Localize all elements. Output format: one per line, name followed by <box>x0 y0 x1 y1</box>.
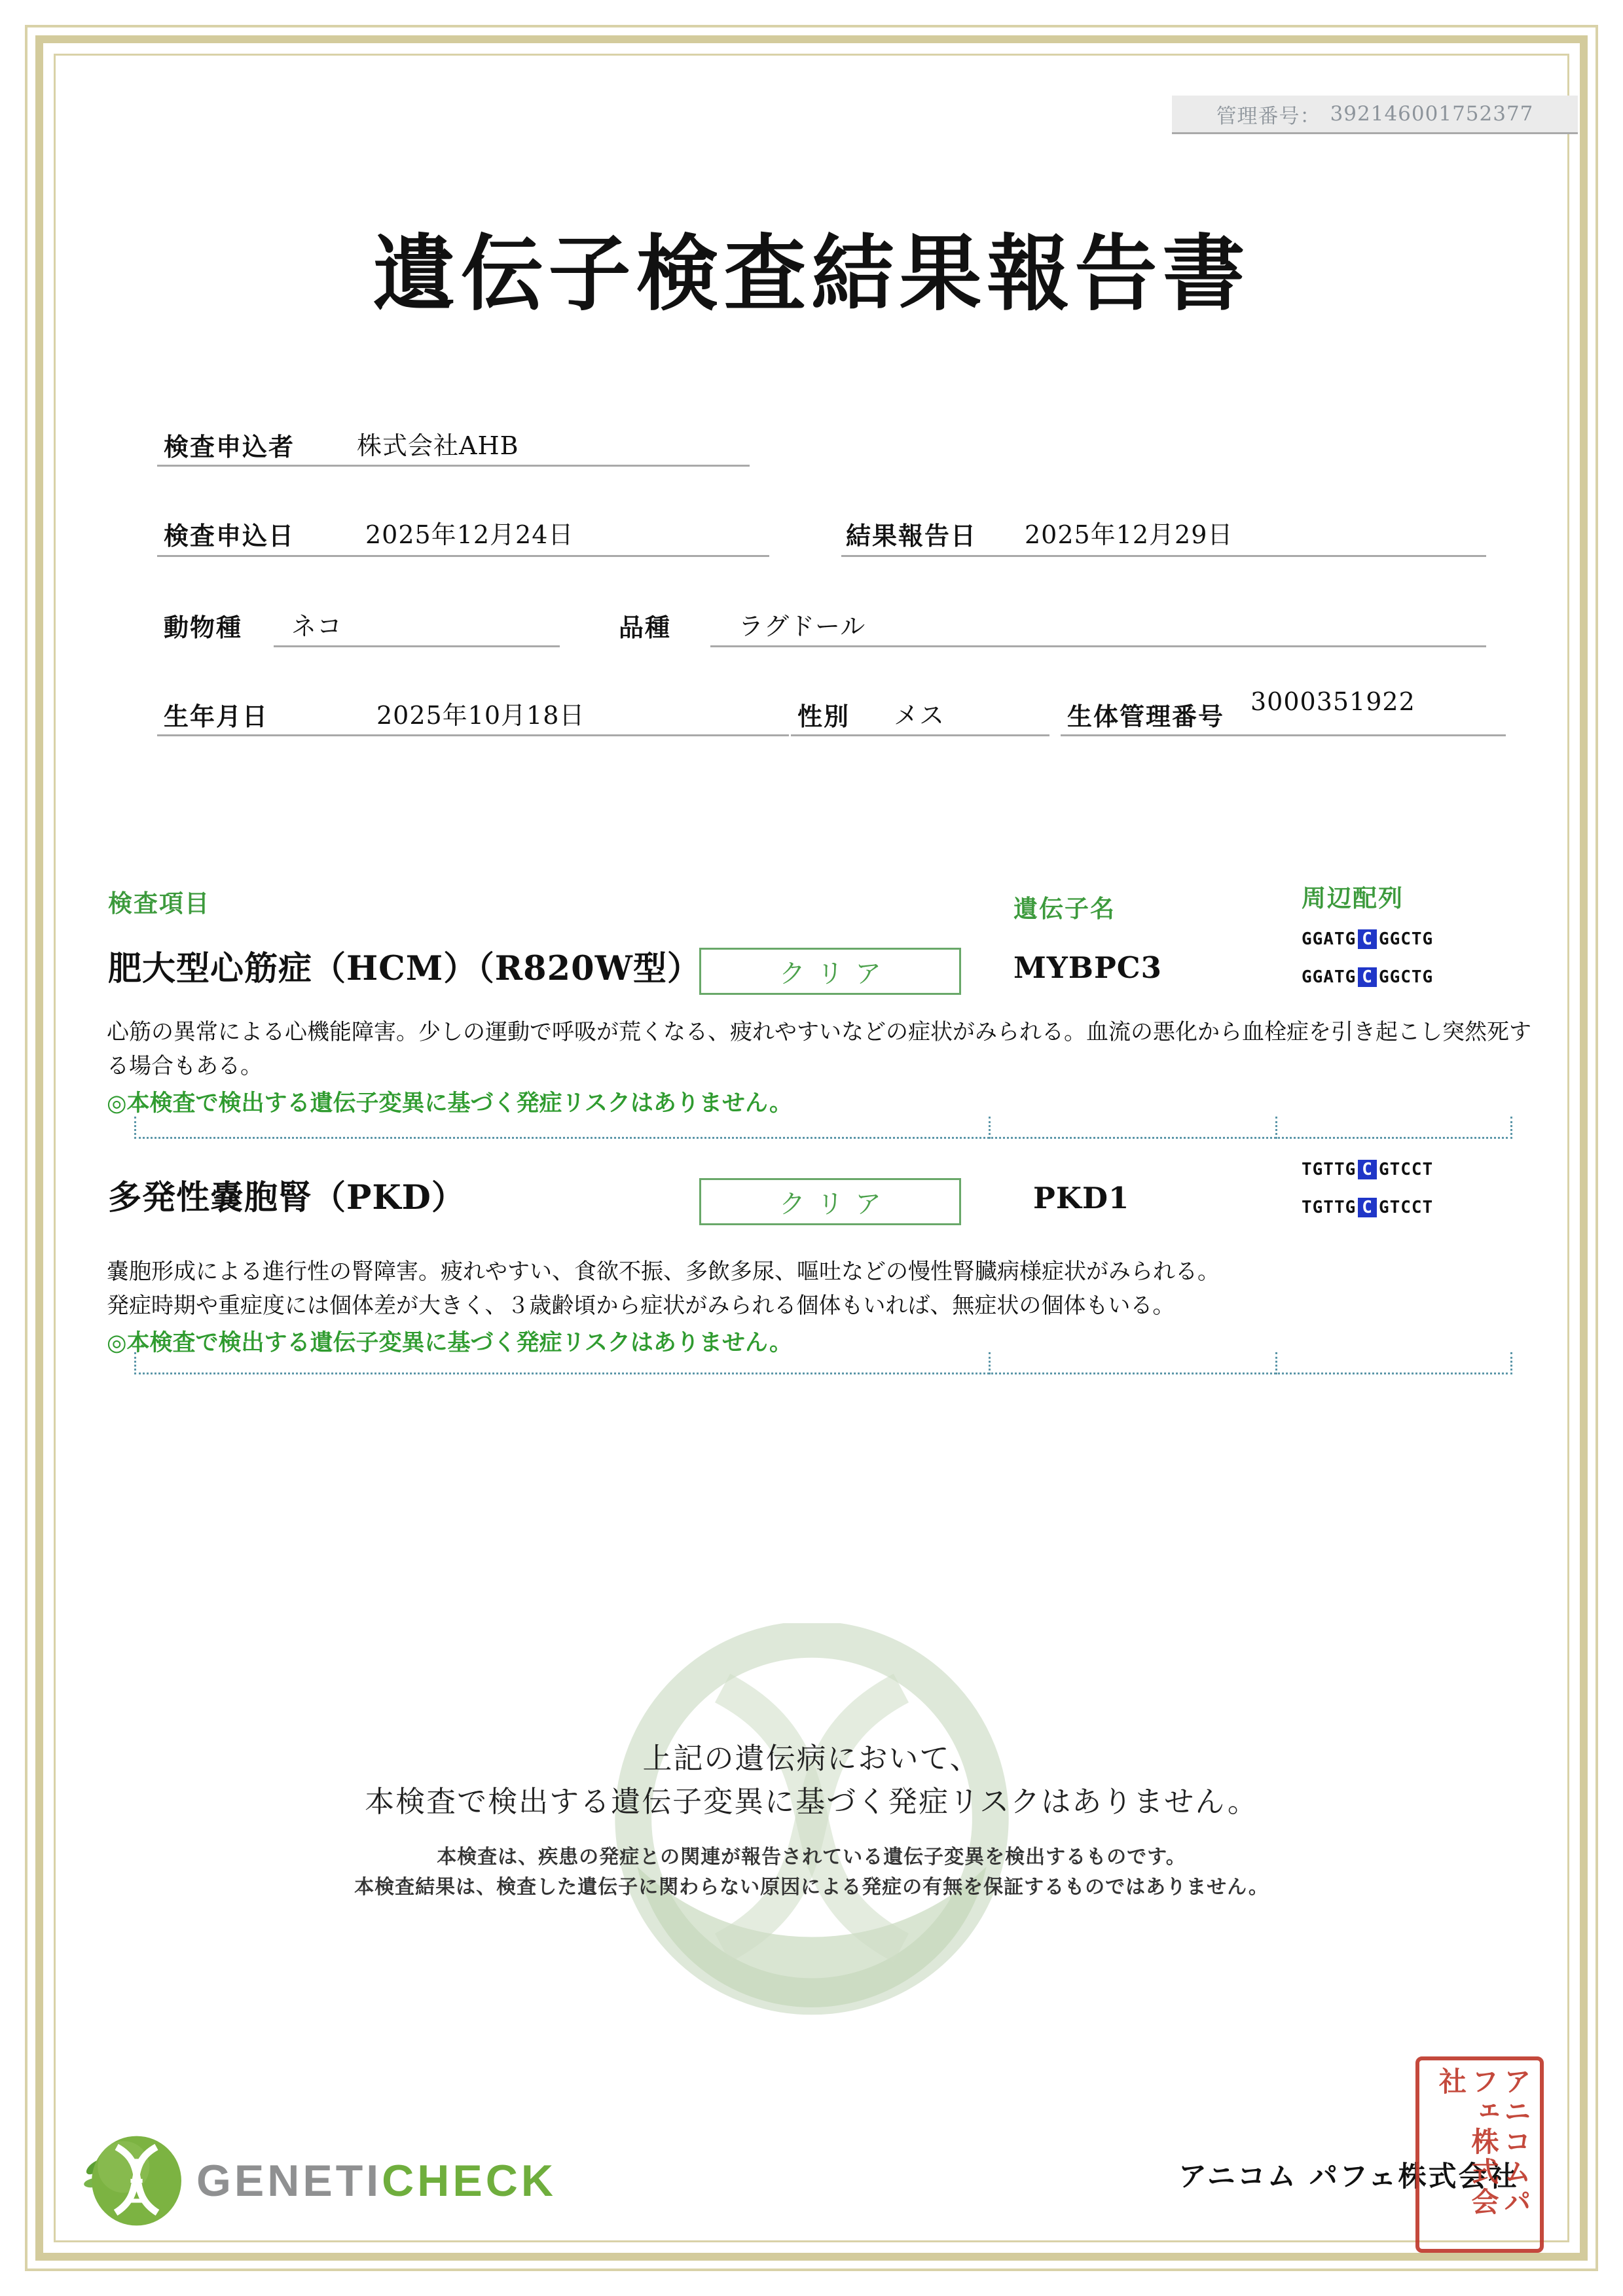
result-badge-pkd-label: クリア <box>779 1189 893 1219</box>
watermark-logo-icon <box>609 1623 1015 2029</box>
logo-text-check: CHECK <box>382 2156 556 2206</box>
row-separator-2 <box>134 1350 1512 1374</box>
sequence-suffix: GTCCT <box>1378 1160 1434 1179</box>
separator-stub <box>989 1117 991 1139</box>
column-header-gene-name: 遺伝子名 <box>1013 894 1116 923</box>
sequence-variant: C <box>1358 1198 1377 1217</box>
row-separator-1 <box>134 1114 1512 1139</box>
risk-note-pkd: ◎本検査で検出する遺伝子変異に基づく発症リスクはありません。 <box>107 1329 792 1357</box>
birth-date-underline <box>157 734 789 736</box>
result-badge-pkd <box>699 1178 961 1225</box>
animal-id-label: 生体管理番号 <box>1067 702 1225 731</box>
company-seal-stamp: アニコムパフェ株式会社 <box>1415 2056 1544 2253</box>
sex-value: メス <box>894 701 945 730</box>
sex-underline <box>791 734 1049 736</box>
separator-stub <box>1510 1352 1512 1374</box>
species-underline <box>274 645 560 647</box>
result-badge-hcm <box>699 948 961 995</box>
management-number-box <box>1172 96 1578 134</box>
breed-underline <box>710 645 1486 647</box>
sequence-prefix: TGTTG <box>1302 1160 1357 1179</box>
disease-description-pkd <box>107 1255 1534 1360</box>
geneticheck-logo-text <box>196 2155 556 2206</box>
geneticheck-logo-icon <box>84 2131 183 2231</box>
sex-label: 性別 <box>797 702 850 731</box>
report-date-label: 結果報告日 <box>846 521 977 550</box>
management-number-label: 管理番号： <box>1216 104 1321 128</box>
apply-date-label: 検査申込日 <box>164 521 295 550</box>
risk-note-hcm: ◎本検査で検出する遺伝子変異に基づく発症リスクはありません。 <box>107 1090 792 1117</box>
description-text: 嚢胞形成による進行性の腎障害。疲れやすい、食欲不振、多飲多尿、嘔吐などの慢性腎臓病様症状がみられる。 <box>107 1259 1220 1285</box>
description-text: 心筋の異常による心機能障害。少しの運動で呼吸が荒くなる、疲れやすいなどの症状がみられる。血流の悪化から血栓症を引き起こし突然死する場合もある。 <box>107 1019 1531 1079</box>
disease-name-hcm: 肥大型心筋症（HCM）（R820W型） <box>108 949 701 988</box>
sequence-prefix: GGATG <box>1302 967 1357 987</box>
sequence-variant: C <box>1358 967 1377 987</box>
gene-name-hcm: MYBPC3 <box>1013 950 1162 985</box>
sequence-prefix: GGATG <box>1302 929 1357 949</box>
breed-label: 品種 <box>619 613 672 642</box>
summary-line-2: 本検査で検出する遺伝子変異に基づく発症リスクはありません。 <box>365 1785 1258 1818</box>
species-label: 動物種 <box>164 613 243 642</box>
company-name: アニコム パフェ株式会社 <box>1178 2161 1519 2193</box>
sequence-suffix: GGCTG <box>1378 967 1434 987</box>
sequence-hcm-allele-1 <box>1302 929 1433 949</box>
sequence-prefix: TGTTG <box>1302 1198 1357 1217</box>
separator-stub <box>1275 1352 1277 1374</box>
sequence-pkd-allele-2 <box>1302 1198 1433 1217</box>
apply-date-underline <box>157 555 769 557</box>
sequence-variant: C <box>1358 1160 1377 1179</box>
sequence-suffix: GTCCT <box>1378 1198 1434 1217</box>
geneticheck-logo <box>84 2128 556 2233</box>
separator-stub <box>134 1352 136 1374</box>
page-title: 遺伝子検査結果報告書 <box>373 225 1250 322</box>
separator-line <box>134 1372 1512 1374</box>
column-header-sequence: 周辺配列 <box>1302 884 1404 912</box>
breed-value: ラグドール <box>739 612 866 641</box>
applicant-label: 検査申込者 <box>164 432 295 461</box>
description-text: 発症時期や重症度には個体差が大きく、３歳齢頃から症状がみられる個体もいれば、無症状の個体もいる。 <box>107 1292 1175 1319</box>
gene-name-pkd: PKD1 <box>1033 1181 1130 1215</box>
separator-stub <box>134 1117 136 1139</box>
report-date-underline <box>841 555 1486 557</box>
birth-date-label: 生年月日 <box>164 702 269 731</box>
separator-stub <box>989 1352 991 1374</box>
disease-name-pkd: 多発性嚢胞腎（PKD） <box>108 1178 465 1217</box>
applicant-value: 株式会社AHB <box>357 431 519 460</box>
animal-id-underline <box>1061 734 1506 736</box>
separator-line <box>134 1137 1512 1139</box>
sequence-pkd-allele-1 <box>1302 1160 1433 1179</box>
applicant-underline <box>157 465 750 467</box>
separator-stub <box>1510 1117 1512 1139</box>
separator-stub <box>1275 1117 1277 1139</box>
management-number-value: 392146001752377 <box>1330 102 1534 126</box>
summary-line-1: 上記の遺伝病において、 <box>642 1742 981 1775</box>
apply-date-value: 2025年12月24日 <box>365 520 574 549</box>
logo-text-geneti: GENETI <box>196 2156 382 2206</box>
sequence-variant: C <box>1358 929 1377 949</box>
report-date-value: 2025年12月29日 <box>1025 520 1233 549</box>
summary-note-2: 本検査結果は、検査した遺伝子に関わらない原因による発症の有無を保証するものではありません。 <box>354 1876 1269 1898</box>
sequence-hcm-allele-2 <box>1302 967 1433 987</box>
species-value: ネコ <box>291 612 343 641</box>
disease-description-hcm <box>107 1016 1534 1121</box>
column-header-test-item: 検査項目 <box>108 889 210 918</box>
birth-date-value: 2025年10月18日 <box>376 701 585 730</box>
result-badge-hcm-label: クリア <box>779 958 893 989</box>
sequence-suffix: GGCTG <box>1378 929 1434 949</box>
animal-id-value: 3000351922 <box>1250 687 1415 716</box>
summary-note-1: 本検査は、疾患の発症との関連が報告されている遺伝子変異を検出するものです。 <box>437 1846 1186 1868</box>
